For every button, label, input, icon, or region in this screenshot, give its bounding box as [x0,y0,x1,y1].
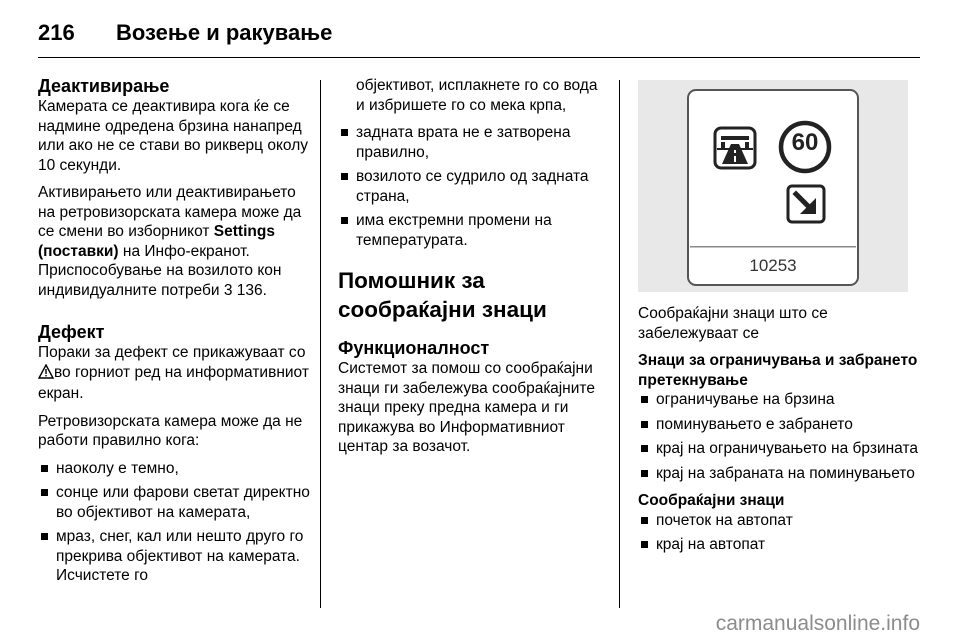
header-rule [38,57,920,58]
right-column [638,76,923,563]
fault-conditions-list-cont [338,123,608,250]
page-reference-link[interactable]: 3 136. [223,281,267,299]
page-number: 216 [38,20,75,45]
functionality-paragraph: Системот за помош со сообраќајни знаци ги забележува сообраќајните знаци преку предна камера и ги прикажува во Информативниот центар за возачот. [338,360,595,455]
deactivation-paragraph: Камерата се деактивира кога ќе се надмине одредена брзина нанапред или ако не се стави во рикверц околу 10 секунди. [38,98,309,174]
section-heading-traffic-sign-assistant: Помошник за сообраќајни знаци [338,268,547,322]
page-title: Возење и ракување [116,20,333,45]
list-item: задната врата не е затворена правилно, [338,123,608,162]
fault-conditions-intro: Ретровизорската камера може да не работи правилно кога: [38,412,303,449]
group-heading-restrictions: Знаци за ограничувања и забранeто претекнување [638,352,918,389]
activation-paragraph [38,183,310,300]
subheading-functionality: Функционалност [338,338,490,358]
list-item: има екстремни промени на температурата. [338,211,608,250]
restrictions-list [638,390,923,483]
group-heading-traffic-signs: Сообраќајни знаци [638,492,785,509]
settings-menu-label: Settings (поставки) [38,223,275,260]
column-divider-1 [320,80,321,608]
activation-text-2: на Инфо-екранот. Приспособување на возилото кон индивидуалните потреби [38,242,282,299]
list-item: сонце или фарови светат директно во објективот на камерата, [38,483,310,522]
fault-conditions-list [38,459,310,586]
list-item: крај на автопат [638,535,923,555]
list-item: крај на ограничувањето на брзината [638,439,923,459]
continuation-text: објективот, исплакнете го со вода и избришете го со мека крпа, [356,77,598,114]
spacer [338,258,608,266]
column-divider-2 [619,80,620,608]
figure-code: 10253 [749,256,797,275]
figure-caption: Сообраќајни знаци што се забележуваат се [638,305,828,342]
list-item: поминувањето е забрането [638,415,923,435]
list-item: крај на забраната на поминувањето [638,464,923,484]
traffic-sign-display-figure [638,80,908,292]
list-item: почеток на автопат [638,511,923,531]
traffic-signs-list [638,511,923,555]
spacer [38,308,310,322]
left-column [38,76,310,594]
section-heading-deactivation: Деактивирање [38,76,170,96]
warning-triangle-icon [38,364,54,385]
watermark-link[interactable]: carmanualsonline.info [715,612,920,635]
fault-text-2: во горниот ред на информативниот екран. [38,363,309,402]
direction-arrow-sign-icon [786,184,826,224]
list-item: наоколу е темно, [38,459,310,479]
speed-limit-value: 60 [791,129,819,156]
fault-paragraph [38,343,310,404]
motorway-sign-icon [713,126,757,170]
list-item: возилото се судрило од задната страна, [338,167,608,206]
activation-text: Активирањето или деактивирањето на ретровизорската камера може да се смени во изборникот [38,184,302,240]
page-header [38,14,920,54]
list-item: мраз, снег, кал или нешто друго го прекрива објективот на камерата. Исчистете го [38,527,310,586]
middle-column [338,76,608,465]
fault-text: Пораки за дефект се прикажуваат со [38,344,306,361]
list-item: ограничување на брзина [638,390,923,410]
section-heading-fault: Дефект [38,322,105,342]
